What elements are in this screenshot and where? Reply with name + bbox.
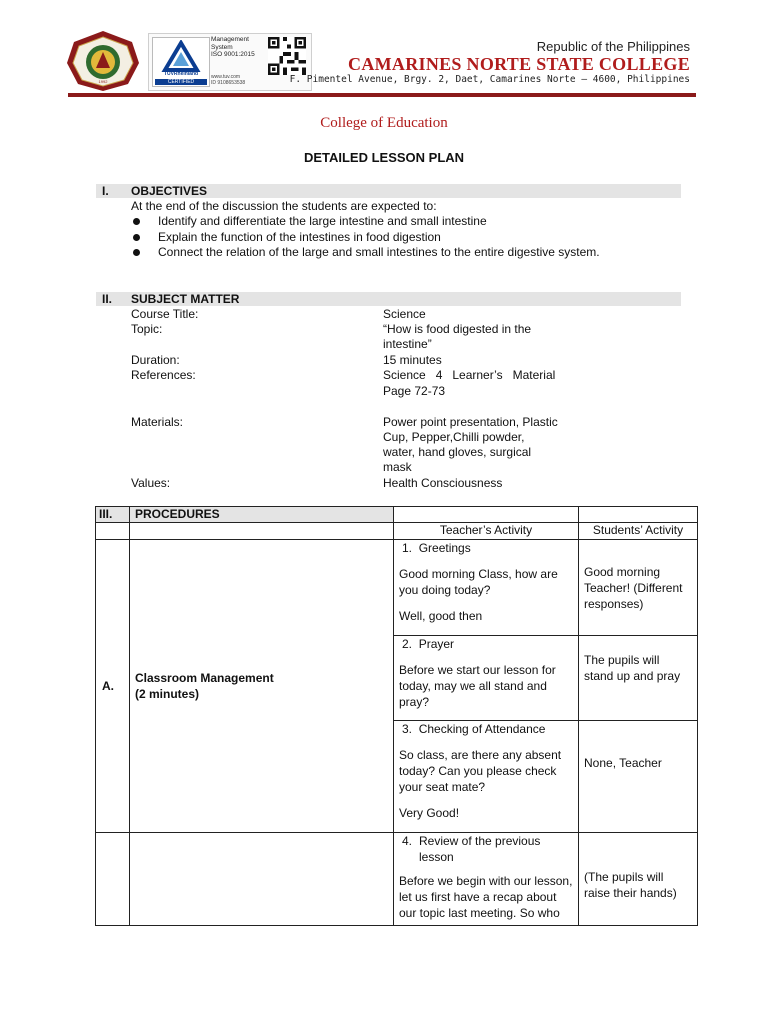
section-a-duration: (2 minutes) [135,687,200,701]
duration-value: 15 minutes [383,353,442,367]
step-title: Review of the previous lesson [419,834,541,864]
bullet-icon [133,249,140,256]
student-response: Good morning Teacher! (Different responses) [584,564,683,611]
table-row [96,507,698,523]
student-response: None, Teacher [584,756,662,770]
student-response: (The pupils will raise their hands) [584,869,677,900]
references-label: References: [131,368,196,382]
table-cell [130,523,394,540]
section-number: III. [96,507,130,523]
cert-line-1: Management [211,36,249,43]
qr-code-icon [267,37,307,75]
college-name: CAMARINES NORTE STATE COLLEGE [348,54,690,74]
students-activity-cell [579,721,698,833]
tuv-logo [152,37,210,87]
cert-id: ID 9108653538 [211,80,246,86]
section-title: SUBJECT MATTER [131,292,240,306]
objectives-intro: At the end of the discussion the students are expected to: [131,199,437,213]
step-heading [399,636,573,652]
values-value: Health Consciousness [383,476,503,490]
section-number: I. [102,184,109,198]
college-address: F. Pimentel Avenue, Brgy. 2, Daet, Camarines Norte – 4600, Philippines [289,74,690,85]
objectives-header [96,184,681,198]
table-row [96,833,698,926]
table-cell [130,833,394,926]
course-title-value: Science [383,307,426,321]
section-title: PROCEDURES [130,507,394,523]
table-cell [579,507,698,523]
iso-certification-badge [148,33,312,91]
document-title: DETAILED LESSON PLAN [303,150,465,165]
table-cell [394,507,579,523]
step-number: 4. [402,834,413,848]
cert-standard [211,36,267,59]
table-row [96,523,698,540]
step-heading [399,721,573,737]
values-label: Values: [131,476,171,490]
step-heading [399,540,573,556]
step-title: Checking of Attendance [418,722,546,736]
topic-label: Topic: [131,322,163,336]
students-activity-cell [579,636,698,721]
students-activity-cell [579,540,698,636]
step-title: Greetings [418,541,471,555]
materials-value-line: Cup, Pepper,Chilli powder, [383,430,525,444]
cert-web [211,74,267,86]
teacher-activity-cell [394,540,579,636]
step-number: 2. [402,637,413,651]
section-number: II. [102,292,113,306]
topic-value-line: “How is food digested in the [383,322,532,336]
seal-year: 1992 [98,79,108,84]
teacher-line: Very Good! [399,806,460,820]
section-title: OBJECTIVES [131,184,208,198]
teacher-activity-header: Teacher’s Activity [394,523,579,540]
certified-label: CERTIFIED [155,79,207,85]
cert-website: www.tuv.com [211,74,241,80]
table-cell [96,833,130,926]
teacher-line: So class, are there any absent today? Can you please check your seat mate? [399,748,562,794]
teacher-activity-cell [394,721,579,833]
duration-label: Duration: [131,353,180,367]
bullet-icon [133,218,140,225]
course-title-label: Course Title: [131,307,199,321]
references-value-line: Science 4 Learner’s Material [383,368,556,382]
materials-value-line: Power point presentation, Plastic [383,415,558,429]
objective-item: Identify and differentiate the large intestine and small intestine [158,214,487,228]
procedures-table [95,506,698,926]
teacher-line: Good morning Class, how are you doing today? [399,567,558,597]
materials-value-line: mask [383,460,412,474]
section-a-name: Classroom Management [135,671,274,685]
topic-value-line: intestine” [383,337,432,351]
header-divider [68,93,696,97]
teacher-line: Well, good then [399,609,483,623]
cert-line-3: ISO 9001:2015 [211,51,255,58]
objective-item: Explain the function of the intestines in food digestion [158,230,441,244]
section-a-label [130,540,394,833]
objective-item: Connect the relation of the large and small intestines to the entire digestive system. [158,245,600,259]
section-letter: A. [96,540,130,833]
materials-label: Materials: [131,415,184,429]
teacher-line: Before we start our lesson for today, may we all stand and pray? [399,663,556,709]
tuv-brand: TÜVRheinland [163,71,199,77]
materials-value-line: water, hand gloves, surgical [383,445,532,459]
table-cell [96,523,130,540]
department-name: College of Education [320,115,448,131]
step-heading [399,833,573,865]
bullet-icon [133,234,140,241]
table-row [96,540,698,636]
republic-label: Republic of the Philippines [536,39,690,54]
teacher-activity-cell [394,636,579,721]
step-number: 3. [402,722,413,736]
teacher-line: Before we begin with our lesson, let us first have a recap about our topic last meeting. So who [399,874,573,920]
step-number: 1. [402,541,413,555]
subject-matter-header [96,292,681,306]
references-value-line: Page 72-73 [383,384,446,398]
teacher-activity-cell [394,833,579,926]
students-activity-header: Students’ Activity [579,523,698,540]
student-response: The pupils will stand up and pray [584,652,681,683]
students-activity-cell [579,833,698,926]
step-title: Prayer [418,637,455,651]
cert-line-2: System [211,43,233,51]
college-seal-logo [66,30,140,92]
